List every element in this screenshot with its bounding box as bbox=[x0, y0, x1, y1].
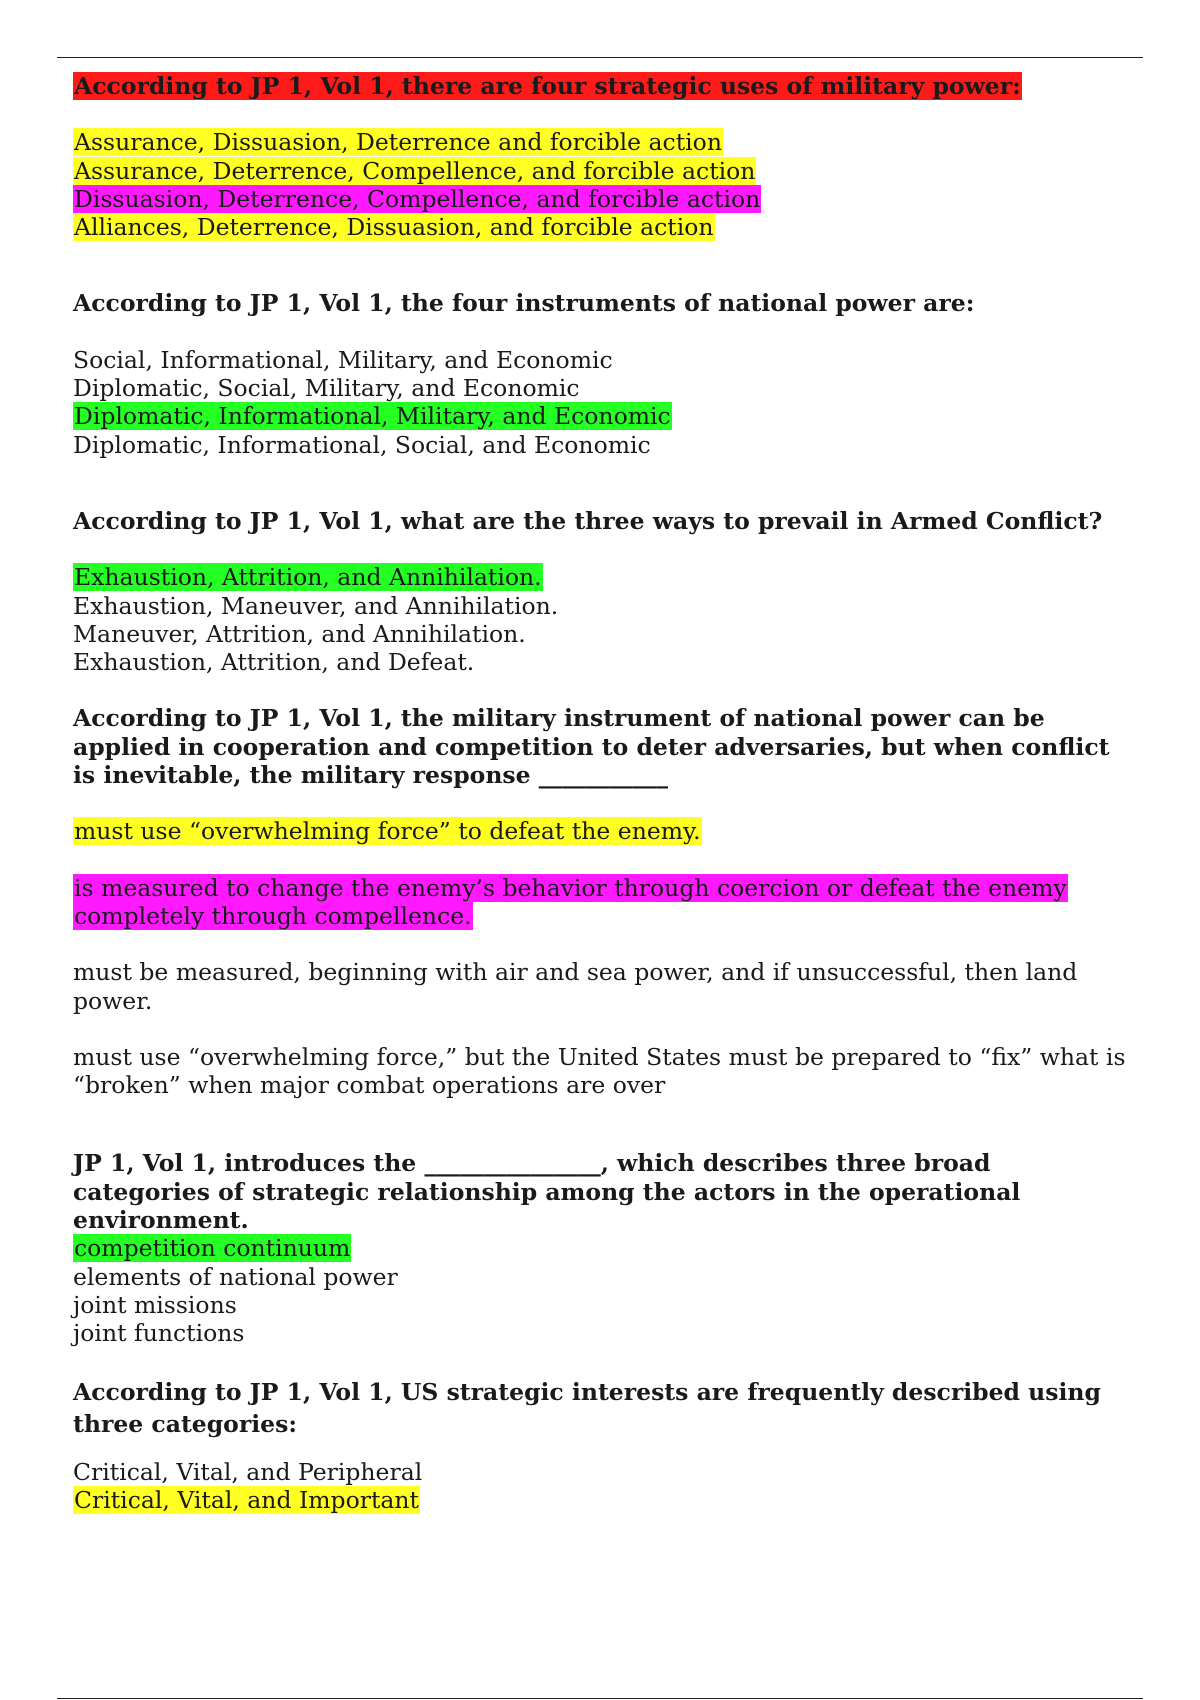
question-3-options bbox=[73, 563, 1163, 676]
question-5-line-2: categories of strategic relationship among the actors in the operational bbox=[73, 1177, 1021, 1206]
q4-option-b bbox=[73, 874, 1163, 931]
question-5-line-3: environment. bbox=[73, 1206, 249, 1235]
question-2: According to JP 1, Vol 1, the four instruments of national power are: bbox=[73, 289, 975, 318]
document-body bbox=[73, 72, 1163, 1514]
q2-option-d: Diplomatic, Informational, Social, and Economic bbox=[73, 430, 651, 459]
question-6-line-1: According to JP 1, Vol 1, US strategic interests are frequently described using bbox=[73, 1377, 1101, 1406]
q2-option-a: Social, Informational, Military, and Economic bbox=[73, 345, 613, 374]
q4-option-d-line-2: “broken” when major combat operations are over bbox=[73, 1071, 666, 1100]
question-5-options bbox=[73, 1234, 1163, 1347]
q5-option-c: joint missions bbox=[73, 1290, 237, 1319]
question-4-line-2: applied in cooperation and competition to deter adversaries, but when conflict bbox=[73, 732, 1110, 761]
question-4 bbox=[73, 704, 1163, 789]
q5-option-d: joint functions bbox=[73, 1319, 245, 1348]
q4-option-c-line-1: must be measured, beginning with air and sea power, and if unsuccessful, then land bbox=[73, 958, 1078, 987]
top-rule bbox=[57, 57, 1143, 58]
question-1 bbox=[73, 72, 1163, 100]
q3-option-d: Exhaustion, Attrition, and Defeat. bbox=[73, 648, 475, 677]
q4-option-d-line-1: must use “overwhelming force,” but the United States must be prepared to “fix” what is bbox=[73, 1042, 1126, 1071]
q5-option-a: competition continuum bbox=[74, 1234, 351, 1263]
question-5-line-1: JP 1, Vol 1, introduces the _______________, which describes three broad bbox=[73, 1149, 991, 1178]
question-4-line-3: is inevitable, the military response ___________ bbox=[73, 761, 669, 790]
question-3: According to JP 1, Vol 1, what are the three ways to prevail in Armed Conflict? bbox=[73, 506, 1103, 535]
q1-option-c: Dissuasion, Deterrence, Compellence, and forcible action bbox=[74, 184, 761, 213]
question-1-options bbox=[73, 128, 1163, 241]
q3-option-a: Exhaustion, Attrition, and Annihilation. bbox=[74, 563, 542, 592]
question-4-line-1: According to JP 1, Vol 1, the military instrument of national power can be bbox=[73, 704, 1045, 733]
q5-option-b: elements of national power bbox=[73, 1262, 398, 1291]
question-1-text: According to JP 1, Vol 1, there are four strategic uses of military power: bbox=[74, 72, 1021, 100]
q4-option-a bbox=[73, 817, 1163, 845]
q1-option-b: Assurance, Deterrence, Compellence, and forcible action bbox=[74, 156, 756, 185]
q2-option-c: Diplomatic, Informational, Military, and Economic bbox=[74, 402, 671, 431]
q4-option-c-line-2: power. bbox=[73, 986, 153, 1015]
q6-option-a: Critical, Vital, and Peripheral bbox=[73, 1457, 423, 1486]
q1-option-d: Alliances, Deterrence, Dissuasion, and forcible action bbox=[74, 213, 714, 242]
question-6 bbox=[73, 1376, 1163, 1440]
question-6-options bbox=[73, 1458, 1163, 1515]
question-5 bbox=[73, 1149, 1163, 1234]
question-6-line-2: three categories: bbox=[73, 1409, 298, 1438]
q6-option-b: Critical, Vital, and Important bbox=[74, 1485, 419, 1514]
q3-option-b: Exhaustion, Maneuver, and Annihilation. bbox=[73, 591, 559, 620]
q4-option-b-line-2: completely through compellence. bbox=[74, 901, 472, 930]
q3-option-c: Maneuver, Attrition, and Annihilation. bbox=[73, 619, 526, 648]
q4-option-b-line-1: is measured to change the enemy’s behavior through coercion or defeat the enemy bbox=[74, 873, 1067, 902]
q4-option-c bbox=[73, 958, 1163, 1015]
q1-option-a: Assurance, Dissuasion, Deterrence and forcible action bbox=[74, 128, 722, 157]
q4-option-a-text: must use “overwhelming force” to defeat the enemy. bbox=[74, 817, 701, 846]
q2-option-b: Diplomatic, Social, Military, and Economic bbox=[73, 374, 580, 403]
q4-option-d bbox=[73, 1043, 1163, 1100]
bottom-rule bbox=[57, 1698, 1143, 1699]
question-2-options bbox=[73, 346, 1163, 459]
